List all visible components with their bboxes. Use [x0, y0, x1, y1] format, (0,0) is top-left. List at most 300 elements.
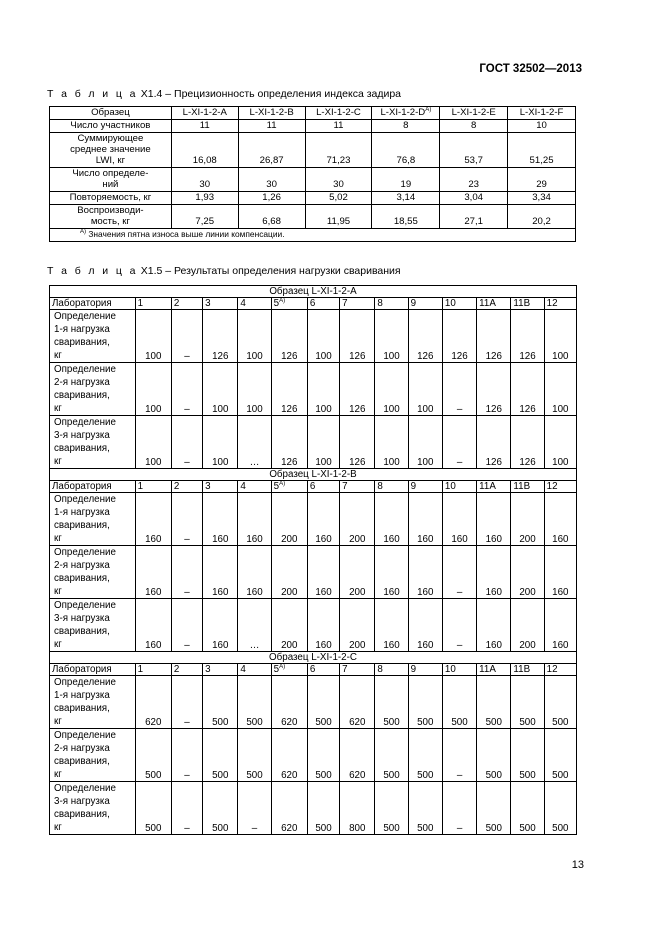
row-label-line: среднее значение	[70, 144, 151, 155]
weld-load-cell: 500	[477, 676, 511, 729]
table-x14-header-row	[50, 107, 576, 120]
laboratory-number	[477, 298, 511, 310]
weld-load-cell: 126	[477, 310, 511, 363]
footnote-text: Значения пятна износа выше линии компенсации.	[86, 229, 285, 239]
laboratory-number	[442, 298, 476, 310]
weld-load-cell: 126	[511, 416, 544, 469]
laboratory-number	[408, 298, 442, 310]
determination-label-line: Определение	[54, 494, 116, 505]
weld-load-cell: 160	[544, 493, 576, 546]
table-cell: 5,02	[305, 192, 372, 205]
determination-row	[50, 310, 577, 363]
determination-label-line: кг	[54, 639, 62, 650]
laboratory-id: 8	[377, 664, 383, 675]
laboratory-number	[544, 298, 576, 310]
table-cell: 29	[508, 168, 576, 192]
laboratory-id: 10	[444, 298, 456, 309]
laboratory-id: 1	[137, 664, 144, 675]
laboratory-id: 3	[205, 481, 211, 492]
table-cell: 30	[171, 168, 238, 192]
weld-load-cell: 500	[442, 676, 476, 729]
weld-load-cell: 620	[340, 676, 375, 729]
table-cell: 53,7	[440, 133, 508, 168]
sample-title: Образец L-XI-1-2-A	[50, 286, 577, 298]
laboratory-id: 8	[377, 481, 383, 492]
laboratory-number	[307, 481, 339, 493]
weld-load-cell: 100	[544, 363, 576, 416]
weld-load-cell: 100	[135, 416, 171, 469]
footnote-mark: A)	[279, 664, 286, 670]
determination-label-line: 3-я нагрузка	[54, 796, 110, 807]
column-header-l-xi-1-2-c	[305, 107, 372, 120]
weld-load-cell: 126	[271, 416, 307, 469]
table-row	[50, 205, 576, 229]
sample-title: Образец L-XI-1-2-C	[50, 652, 577, 664]
weld-load-cell: 500	[238, 676, 271, 729]
column-header-l-xi-1-2-f	[508, 107, 576, 120]
laboratory-id: 3	[205, 664, 211, 675]
weld-load-cell: 500	[511, 729, 544, 782]
weld-load-cell: –	[171, 729, 202, 782]
weld-load-cell: 126	[408, 310, 442, 363]
weld-load-cell: 160	[408, 493, 442, 546]
weld-load-cell: 126	[340, 310, 375, 363]
determination-label-line: кг	[54, 716, 62, 727]
laboratory-number	[307, 664, 339, 676]
determination-label	[50, 599, 136, 652]
laboratory-number	[544, 481, 576, 493]
table-x15-weld-load-results	[49, 285, 577, 835]
weld-load-cell: 160	[408, 546, 442, 599]
table-cell: 51,25	[508, 133, 576, 168]
weld-load-cell: –	[442, 729, 476, 782]
weld-load-cell: –	[442, 782, 476, 835]
weld-load-cell: 126	[203, 310, 238, 363]
weld-load-cell: 160	[238, 546, 271, 599]
determination-label-line: 3-я нагрузка	[54, 613, 110, 624]
determination-label	[50, 782, 136, 835]
weld-load-cell: 100	[408, 416, 442, 469]
weld-load-cell: 500	[544, 676, 576, 729]
weld-load-cell: 160	[135, 546, 171, 599]
weld-load-cell: 160	[477, 599, 511, 652]
laboratory-label: Лаборатория	[50, 481, 136, 493]
sample-header-row	[50, 286, 577, 298]
weld-load-cell: 620	[340, 729, 375, 782]
weld-load-cell: 500	[203, 676, 238, 729]
determination-label-line: кг	[54, 586, 62, 597]
sample-code: L-XI-1-2-F	[519, 107, 564, 118]
row-label-line: LWI, кг	[95, 155, 126, 166]
table-cell: 3,14	[372, 192, 440, 205]
determination-row	[50, 416, 577, 469]
table-cell: 11	[305, 120, 372, 133]
weld-load-cell: …	[238, 599, 271, 652]
weld-load-cell: …	[238, 416, 271, 469]
column-header-l-xi-1-2-b	[238, 107, 305, 120]
row-label	[50, 168, 172, 192]
weld-load-cell: 500	[511, 782, 544, 835]
laboratory-id: 7	[342, 481, 348, 492]
weld-load-cell: 160	[203, 599, 238, 652]
determination-row	[50, 599, 577, 652]
footnote-mark: A)	[279, 481, 286, 487]
weld-load-cell: –	[171, 493, 202, 546]
column-header-sample	[50, 107, 172, 120]
laboratory-number	[203, 298, 238, 310]
weld-load-cell: 200	[271, 546, 307, 599]
row-label	[50, 120, 172, 133]
weld-load-cell: 100	[375, 416, 408, 469]
determination-label-line: кг	[54, 456, 62, 467]
weld-load-cell: 160	[135, 599, 171, 652]
laboratory-id: 5	[273, 298, 280, 309]
weld-load-cell: 500	[135, 782, 171, 835]
determination-row	[50, 676, 577, 729]
laboratory-number	[307, 298, 339, 310]
weld-load-cell: 160	[238, 493, 271, 546]
determination-row	[50, 729, 577, 782]
laboratory-number	[171, 664, 202, 676]
laboratory-id: 10	[444, 481, 456, 492]
table-x14-note-row	[50, 229, 576, 242]
weld-load-cell: –	[171, 363, 202, 416]
weld-load-cell: 200	[340, 546, 375, 599]
laboratory-label: Лаборатория	[50, 664, 136, 676]
weld-load-cell: 100	[375, 310, 408, 363]
row-label-line: Воспроизводи-	[77, 205, 144, 216]
determination-label-line: сваривания,	[54, 520, 110, 531]
weld-load-cell: –	[442, 546, 476, 599]
determination-label-line: 3-я нагрузка	[54, 430, 110, 441]
weld-load-cell: –	[171, 676, 202, 729]
table-x14-caption-text: X1.4 – Прецизионность определения индекса задира	[137, 88, 402, 100]
determination-label-line: кг	[54, 822, 62, 833]
weld-load-cell: 500	[307, 676, 339, 729]
table-cell: 1,93	[171, 192, 238, 205]
weld-load-cell: 500	[375, 729, 408, 782]
row-label-line: мость, кг	[90, 216, 130, 227]
table-cell: 30	[305, 168, 372, 192]
weld-load-cell: 160	[408, 599, 442, 652]
table-x14-precision	[49, 106, 576, 242]
weld-load-cell: –	[442, 363, 476, 416]
laboratory-id: 6	[309, 664, 316, 675]
weld-load-cell: 160	[442, 493, 476, 546]
weld-load-cell: 500	[203, 782, 238, 835]
sample-code: L-XI-1-2-E	[451, 107, 496, 118]
laboratory-id: 9	[410, 298, 417, 309]
sample-code: L-XI-1-2-C	[316, 107, 361, 118]
determination-label-line: 1-я нагрузка	[54, 507, 110, 518]
laboratory-id: 11B	[513, 481, 531, 492]
weld-load-cell: 500	[477, 782, 511, 835]
weld-load-cell: –	[171, 546, 202, 599]
laboratory-id: 11B	[513, 298, 531, 309]
weld-load-cell: 500	[375, 676, 408, 729]
determination-label	[50, 676, 136, 729]
determination-label	[50, 493, 136, 546]
weld-load-cell: –	[238, 782, 271, 835]
weld-load-cell: 100	[375, 363, 408, 416]
weld-load-cell: 620	[271, 782, 307, 835]
determination-label-line: кг	[54, 533, 62, 544]
weld-load-cell: –	[442, 599, 476, 652]
laboratory-number	[375, 481, 408, 493]
weld-load-cell: 100	[307, 416, 339, 469]
determination-label-line: 2-я нагрузка	[54, 377, 110, 388]
laboratory-id: 9	[410, 481, 417, 492]
weld-load-cell: 126	[511, 363, 544, 416]
laboratory-header-row	[50, 664, 577, 676]
laboratory-id: 12	[546, 298, 558, 309]
determination-label-line: Определение	[54, 783, 116, 794]
weld-load-cell: 160	[477, 546, 511, 599]
sample-code: L-XI-1-2-A	[182, 107, 227, 118]
weld-load-cell: 200	[340, 599, 375, 652]
weld-load-cell: 100	[135, 310, 171, 363]
weld-load-cell: 500	[511, 676, 544, 729]
weld-load-cell: 500	[375, 782, 408, 835]
determination-label-line: Определение	[54, 730, 116, 741]
determination-label-line: сваривания,	[54, 443, 110, 454]
weld-load-cell: 500	[408, 729, 442, 782]
determination-label	[50, 729, 136, 782]
weld-load-cell: 126	[511, 310, 544, 363]
laboratory-id: 2	[173, 298, 180, 309]
row-label-line: Повторяемость, кг	[69, 192, 152, 203]
table-cell: 1,26	[238, 192, 305, 205]
laboratory-id: 1	[137, 298, 144, 309]
sample-code: L-XI-1-2-B	[249, 107, 294, 118]
page-number: 13	[571, 859, 584, 871]
determination-label-line: Определение	[54, 417, 116, 428]
table-cell: 11	[171, 120, 238, 133]
weld-load-cell: 200	[340, 493, 375, 546]
row-label-line: Число определе-	[72, 168, 149, 179]
table-cell: 19	[372, 168, 440, 192]
sample-header-row	[50, 469, 577, 481]
table-cell: 8	[440, 120, 508, 133]
sample-header-row	[50, 652, 577, 664]
weld-load-cell: 500	[203, 729, 238, 782]
weld-load-cell: –	[171, 782, 202, 835]
table-x14-caption	[47, 88, 401, 100]
table-cell: 10	[508, 120, 576, 133]
laboratory-number	[271, 481, 307, 493]
table-row	[50, 120, 576, 133]
row-label	[50, 205, 172, 229]
determination-label-line: сваривания,	[54, 756, 110, 767]
weld-load-cell: 160	[203, 546, 238, 599]
determination-label-line: сваривания,	[54, 337, 110, 348]
weld-load-cell: 100	[544, 310, 576, 363]
laboratory-number	[544, 664, 576, 676]
weld-load-cell: 100	[238, 363, 271, 416]
laboratory-number	[238, 664, 271, 676]
determination-label-line: кг	[54, 350, 62, 361]
weld-load-cell: 620	[271, 676, 307, 729]
weld-load-cell: 100	[135, 363, 171, 416]
weld-load-cell: 160	[135, 493, 171, 546]
sample-title: Образец L-XI-1-2-B	[50, 469, 577, 481]
column-header-l-xi-1-2-e	[440, 107, 508, 120]
weld-load-cell: 160	[477, 493, 511, 546]
laboratory-number	[340, 481, 375, 493]
weld-load-cell: 160	[307, 546, 339, 599]
row-label-line: Суммирующее	[77, 133, 144, 144]
laboratory-number	[203, 664, 238, 676]
weld-load-cell: 160	[544, 546, 576, 599]
weld-load-cell: 160	[203, 493, 238, 546]
weld-load-cell: –	[171, 310, 202, 363]
determination-label-line: сваривания,	[54, 573, 110, 584]
determination-label-line: сваривания,	[54, 626, 110, 637]
laboratory-number	[171, 481, 202, 493]
laboratory-number	[271, 298, 307, 310]
laboratory-number	[511, 664, 544, 676]
weld-load-cell: 100	[544, 416, 576, 469]
determination-row	[50, 493, 577, 546]
determination-label-line: кг	[54, 769, 62, 780]
weld-load-cell: –	[171, 599, 202, 652]
table-x14-caption-prefix: Т а б л и ц а	[47, 88, 138, 100]
row-label	[50, 133, 172, 168]
weld-load-cell: 500	[135, 729, 171, 782]
table-cell: 3,04	[440, 192, 508, 205]
laboratory-label: Лаборатория	[50, 298, 136, 310]
table-cell: 11,95	[305, 205, 372, 229]
laboratory-number	[375, 664, 408, 676]
weld-load-cell: 160	[544, 599, 576, 652]
weld-load-cell: 126	[271, 363, 307, 416]
laboratory-id: 8	[377, 298, 383, 309]
weld-load-cell: 100	[408, 363, 442, 416]
laboratory-id: 11A	[479, 664, 496, 675]
table-cell: 3,34	[508, 192, 576, 205]
laboratory-number	[340, 298, 375, 310]
laboratory-id: 12	[546, 481, 558, 492]
determination-label-line: Определение	[54, 547, 116, 558]
weld-load-cell: 200	[271, 493, 307, 546]
table-cell: 71,23	[305, 133, 372, 168]
footnote-mark: A)	[80, 229, 86, 235]
table-cell: 11	[238, 120, 305, 133]
laboratory-id: 11A	[479, 481, 496, 492]
weld-load-cell: 160	[307, 599, 339, 652]
laboratory-number	[238, 298, 271, 310]
weld-load-cell: 500	[408, 782, 442, 835]
table-cell: 30	[238, 168, 305, 192]
table-row	[50, 168, 576, 192]
determination-label	[50, 363, 136, 416]
table-x15-caption-text: X1.5 – Результаты определения нагрузки сваривания	[137, 265, 401, 277]
weld-load-cell: 126	[477, 416, 511, 469]
laboratory-number	[511, 481, 544, 493]
weld-load-cell: 160	[375, 599, 408, 652]
laboratory-number	[203, 481, 238, 493]
row-label-line: ний	[102, 179, 119, 190]
table-cell: 23	[440, 168, 508, 192]
laboratory-id: 5	[273, 664, 280, 675]
determination-label-line: 2-я нагрузка	[54, 560, 110, 571]
table-cell: 7,25	[171, 205, 238, 229]
determination-label-line: 2-я нагрузка	[54, 743, 110, 754]
laboratory-header-row	[50, 298, 577, 310]
weld-load-cell: 126	[442, 310, 476, 363]
weld-load-cell: 100	[238, 310, 271, 363]
weld-load-cell: 200	[271, 599, 307, 652]
weld-load-cell: 500	[408, 676, 442, 729]
laboratory-number	[271, 664, 307, 676]
column-header-l-xi-1-2-a	[171, 107, 238, 120]
table-cell: 6,68	[238, 205, 305, 229]
weld-load-cell: 500	[238, 729, 271, 782]
laboratory-number	[171, 298, 202, 310]
table-x15-caption-prefix: Т а б л и ц а	[47, 265, 138, 277]
weld-load-cell: 100	[203, 363, 238, 416]
laboratory-id: 10	[444, 664, 456, 675]
laboratory-id: 7	[342, 298, 348, 309]
laboratory-id: 12	[546, 664, 558, 675]
determination-row	[50, 782, 577, 835]
table-cell: 8	[372, 120, 440, 133]
weld-load-cell: 100	[307, 363, 339, 416]
determination-label-line: Определение	[54, 311, 116, 322]
weld-load-cell: 200	[511, 599, 544, 652]
table-cell: 27,1	[440, 205, 508, 229]
weld-load-cell: 800	[340, 782, 375, 835]
row-label	[50, 192, 172, 205]
laboratory-number	[375, 298, 408, 310]
weld-load-cell: 620	[135, 676, 171, 729]
determination-label-line: сваривания,	[54, 390, 110, 401]
laboratory-number	[408, 664, 442, 676]
row-label-line: Число участников	[70, 120, 151, 131]
laboratory-id: 2	[173, 481, 180, 492]
weld-load-cell: 100	[307, 310, 339, 363]
table-cell: 26,87	[238, 133, 305, 168]
determination-label	[50, 416, 136, 469]
determination-label-line: Определение	[54, 677, 116, 688]
laboratory-id: 2	[173, 664, 180, 675]
weld-load-cell: 160	[307, 493, 339, 546]
weld-load-cell: 160	[375, 546, 408, 599]
laboratory-header-row	[50, 481, 577, 493]
column-header-label: Образец	[91, 107, 130, 118]
weld-load-cell: 126	[340, 363, 375, 416]
determination-label-line: сваривания,	[54, 703, 110, 714]
table-x15-caption	[47, 265, 401, 277]
determination-row	[50, 363, 577, 416]
laboratory-number	[442, 481, 476, 493]
weld-load-cell: –	[442, 416, 476, 469]
laboratory-id: 7	[342, 664, 348, 675]
laboratory-number	[135, 298, 171, 310]
determination-label-line: Определение	[54, 600, 116, 611]
laboratory-number	[477, 664, 511, 676]
laboratory-id: 11B	[513, 664, 531, 675]
laboratory-number	[340, 664, 375, 676]
determination-label-line: 1-я нагрузка	[54, 690, 110, 701]
laboratory-id: 6	[309, 298, 316, 309]
determination-row	[50, 546, 577, 599]
weld-load-cell: 500	[307, 729, 339, 782]
determination-label-line: Определение	[54, 364, 116, 375]
laboratory-number	[135, 481, 171, 493]
weld-load-cell: 100	[203, 416, 238, 469]
table-footnote	[50, 229, 576, 242]
